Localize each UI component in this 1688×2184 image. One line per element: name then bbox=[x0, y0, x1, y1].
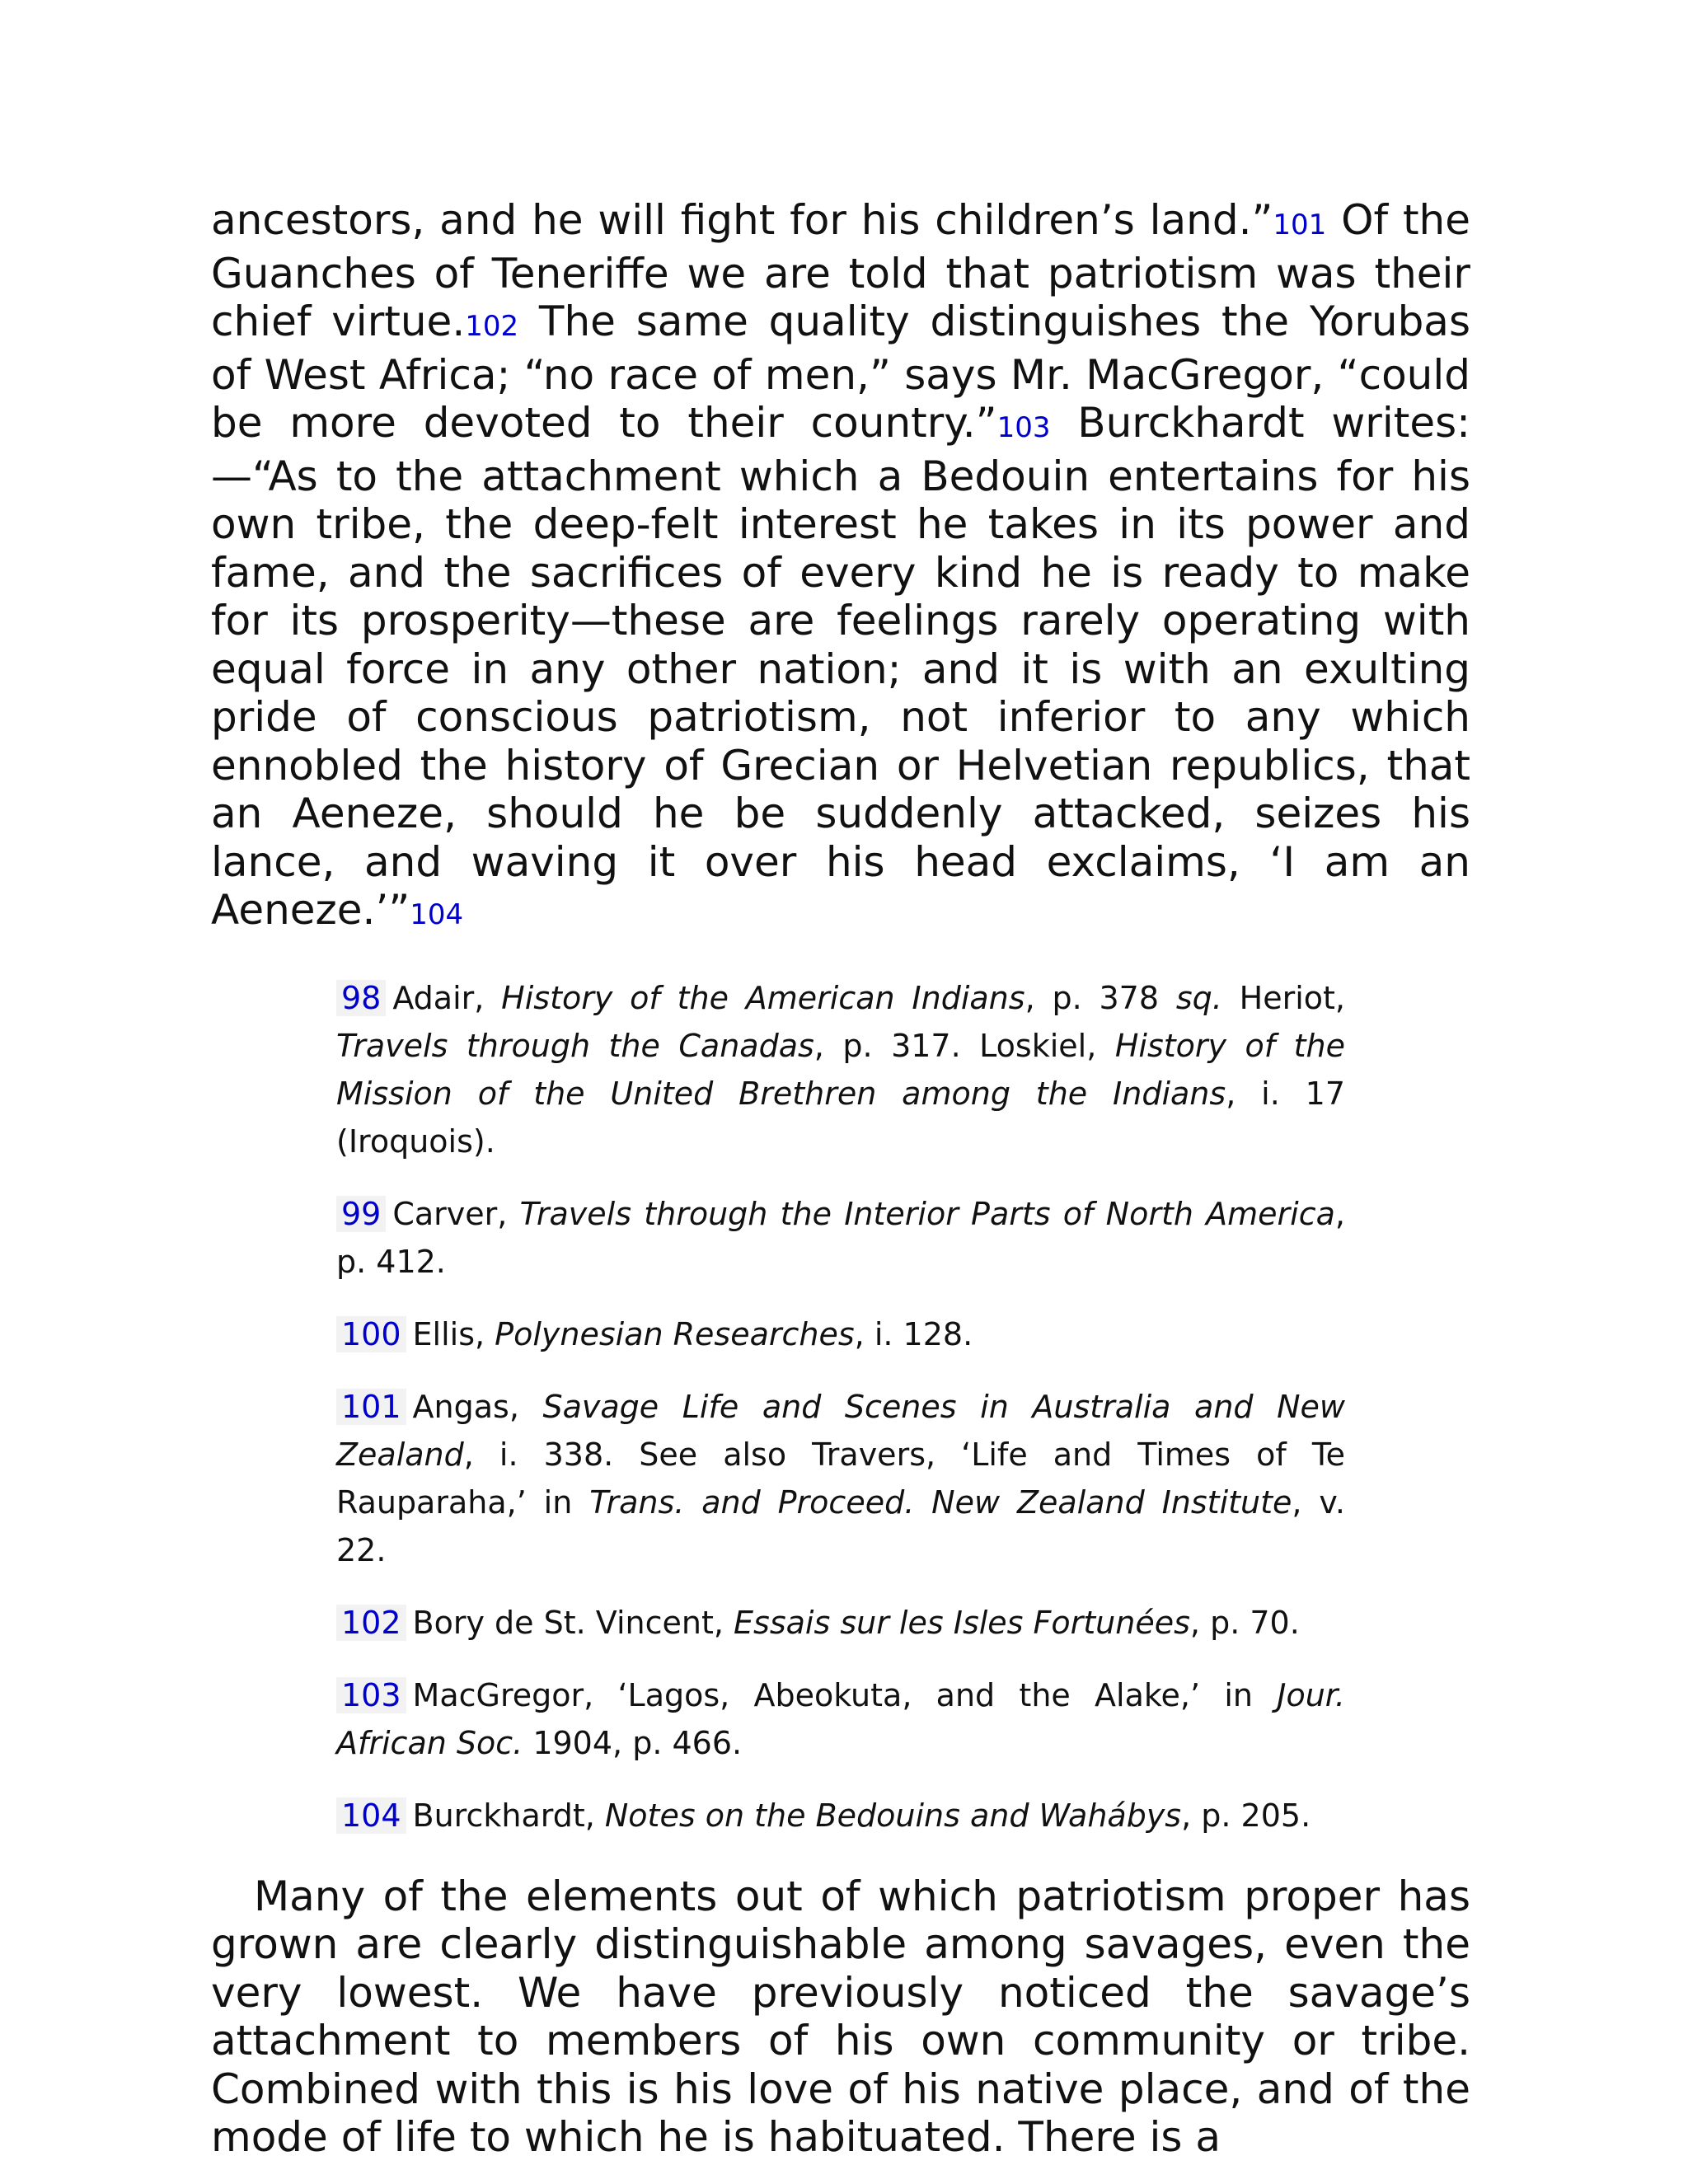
paragraph-patriotism-examples bbox=[211, 196, 1470, 940]
footnote-text bbox=[336, 1677, 1345, 1761]
footnote-text bbox=[413, 1316, 973, 1352]
paragraph-text: The same quality distinguishes the Yorubas of West Africa; “no race of men,” says Mr. MacGregor, “could be more devoted to their country.” bbox=[211, 298, 1470, 447]
paragraph-elements-of-patriotism: Many of the elements out of which patriotism proper has grown are clearly distinguishable among savages, even the very lowest. We have previously noticed the savage’s attachment to members of his own community or tribe. Combined with this is his love of his native place, and of the mode of life to which he is habituated. There is a bbox=[211, 1872, 1470, 2161]
footnote-text-run: Bory de St. Vincent, bbox=[412, 1604, 734, 1641]
paragraph-text: Burckhardt writes:—“As to the attachment which a Bedouin entertains for his own tribe, the deep-felt interest he takes in its power and fame, and the sacrifices of every kind he is ready to make for its prosperity—these are feelings rarely operating with equal force in any other nation; and it is with an exulting pride of conscious patriotism, not inferior to any which ennobled the history of Grecian or Helvetian republics, that an Aeneze, should he be suddenly attacked, seizes his lance, and waving it over his head exclaims, ‘I am an Aeneze.’” bbox=[211, 399, 1470, 934]
footnote-text bbox=[336, 980, 1345, 1160]
footnote-text bbox=[336, 1196, 1345, 1280]
footnote-text-run: Angas, bbox=[412, 1388, 543, 1425]
footnote-ref-102[interactable]: 102 bbox=[465, 310, 519, 343]
paragraph-text: ancestors, and he will fight for his children’s land.” bbox=[211, 196, 1273, 244]
footnote-number[interactable]: 99 bbox=[336, 1196, 386, 1232]
footnote-title: Jour. African Soc. bbox=[336, 1676, 1345, 1761]
page bbox=[211, 196, 1470, 2162]
footnote-text-run: Burckhardt, bbox=[412, 1797, 605, 1834]
footnote bbox=[336, 1383, 1345, 1574]
footnote-text-run: , p. 317. Loskiel, bbox=[814, 1027, 1115, 1064]
footnote-text bbox=[336, 1389, 1345, 1568]
footnote bbox=[336, 1671, 1345, 1767]
footnote-ref-101[interactable]: 101 bbox=[1273, 209, 1327, 241]
footnote-text-run: Adair, bbox=[392, 979, 502, 1016]
paragraph-text: Of the Guanches of Teneriffe we are told that patriotism was their chief virtue. bbox=[211, 196, 1470, 345]
footnote-title: Trans. and Proceed. New Zealand Institute bbox=[589, 1483, 1292, 1521]
footnote-title: History of the American Indians bbox=[501, 979, 1025, 1016]
footnote-title: Travels through the Interior Parts of North America bbox=[519, 1195, 1335, 1232]
footnote-text-run: , p. 378 bbox=[1025, 979, 1176, 1016]
footnote-number[interactable]: 101 bbox=[336, 1389, 406, 1425]
footnote-text-run: Carver, bbox=[392, 1195, 520, 1232]
footnote bbox=[336, 1599, 1345, 1647]
footnote-title: Savage Life and Scenes in Australia and New Zealand bbox=[336, 1388, 1345, 1473]
footnote-text bbox=[413, 1605, 1300, 1641]
footnote-text-run: 1904, p. 466. bbox=[523, 1724, 743, 1761]
footnote-number[interactable]: 100 bbox=[336, 1316, 406, 1352]
footnote-number[interactable]: 103 bbox=[336, 1677, 406, 1713]
footnote-title: Travels through the Canadas bbox=[336, 1027, 814, 1064]
footnote-ref-103[interactable]: 103 bbox=[996, 411, 1051, 444]
footnote-number[interactable]: 104 bbox=[336, 1797, 406, 1834]
footnote-number[interactable]: 102 bbox=[336, 1605, 406, 1641]
footnote-ref-104[interactable]: 104 bbox=[410, 898, 464, 931]
footnote-title: Notes on the Bedouins and Wahábys bbox=[604, 1797, 1182, 1834]
footnote bbox=[336, 1792, 1345, 1840]
footnote-text-run: Heriot, bbox=[1221, 979, 1346, 1016]
footnote bbox=[336, 974, 1345, 1165]
footnote-text-run: , i. 128. bbox=[854, 1315, 973, 1352]
footnote bbox=[336, 1310, 1345, 1358]
footnote-title: History of the Mission of the United Brethren among the Indians bbox=[336, 1027, 1345, 1112]
footnote-text-run: MacGregor, ‘Lagos, Abeokuta, and the Alake,’ in bbox=[412, 1676, 1278, 1713]
footnote-text bbox=[413, 1797, 1311, 1834]
footnote-text-run: , v. 22. bbox=[336, 1483, 1345, 1568]
footnote-number[interactable]: 98 bbox=[336, 980, 386, 1016]
footnote-text-run: , p. 70. bbox=[1189, 1604, 1300, 1641]
footnote bbox=[336, 1190, 1345, 1286]
footnote-title: sq. bbox=[1175, 979, 1222, 1016]
footnote-text-run: Ellis, bbox=[412, 1315, 495, 1352]
footnote-text-run: , i. 17 (Iroquois). bbox=[336, 1075, 1346, 1160]
footnotes-block bbox=[211, 974, 1345, 1840]
footnote-text-run: , i. 338. See also Travers, ‘Life and Times of Te Rauparaha,’ in bbox=[336, 1436, 1345, 1521]
footnote-title: Polynesian Researches bbox=[495, 1315, 855, 1352]
footnote-text-run: , p. 412. bbox=[336, 1195, 1345, 1280]
footnote-text-run: , p. 205. bbox=[1181, 1797, 1311, 1834]
footnote-title: Essais sur les Isles Fortunées bbox=[734, 1604, 1190, 1641]
